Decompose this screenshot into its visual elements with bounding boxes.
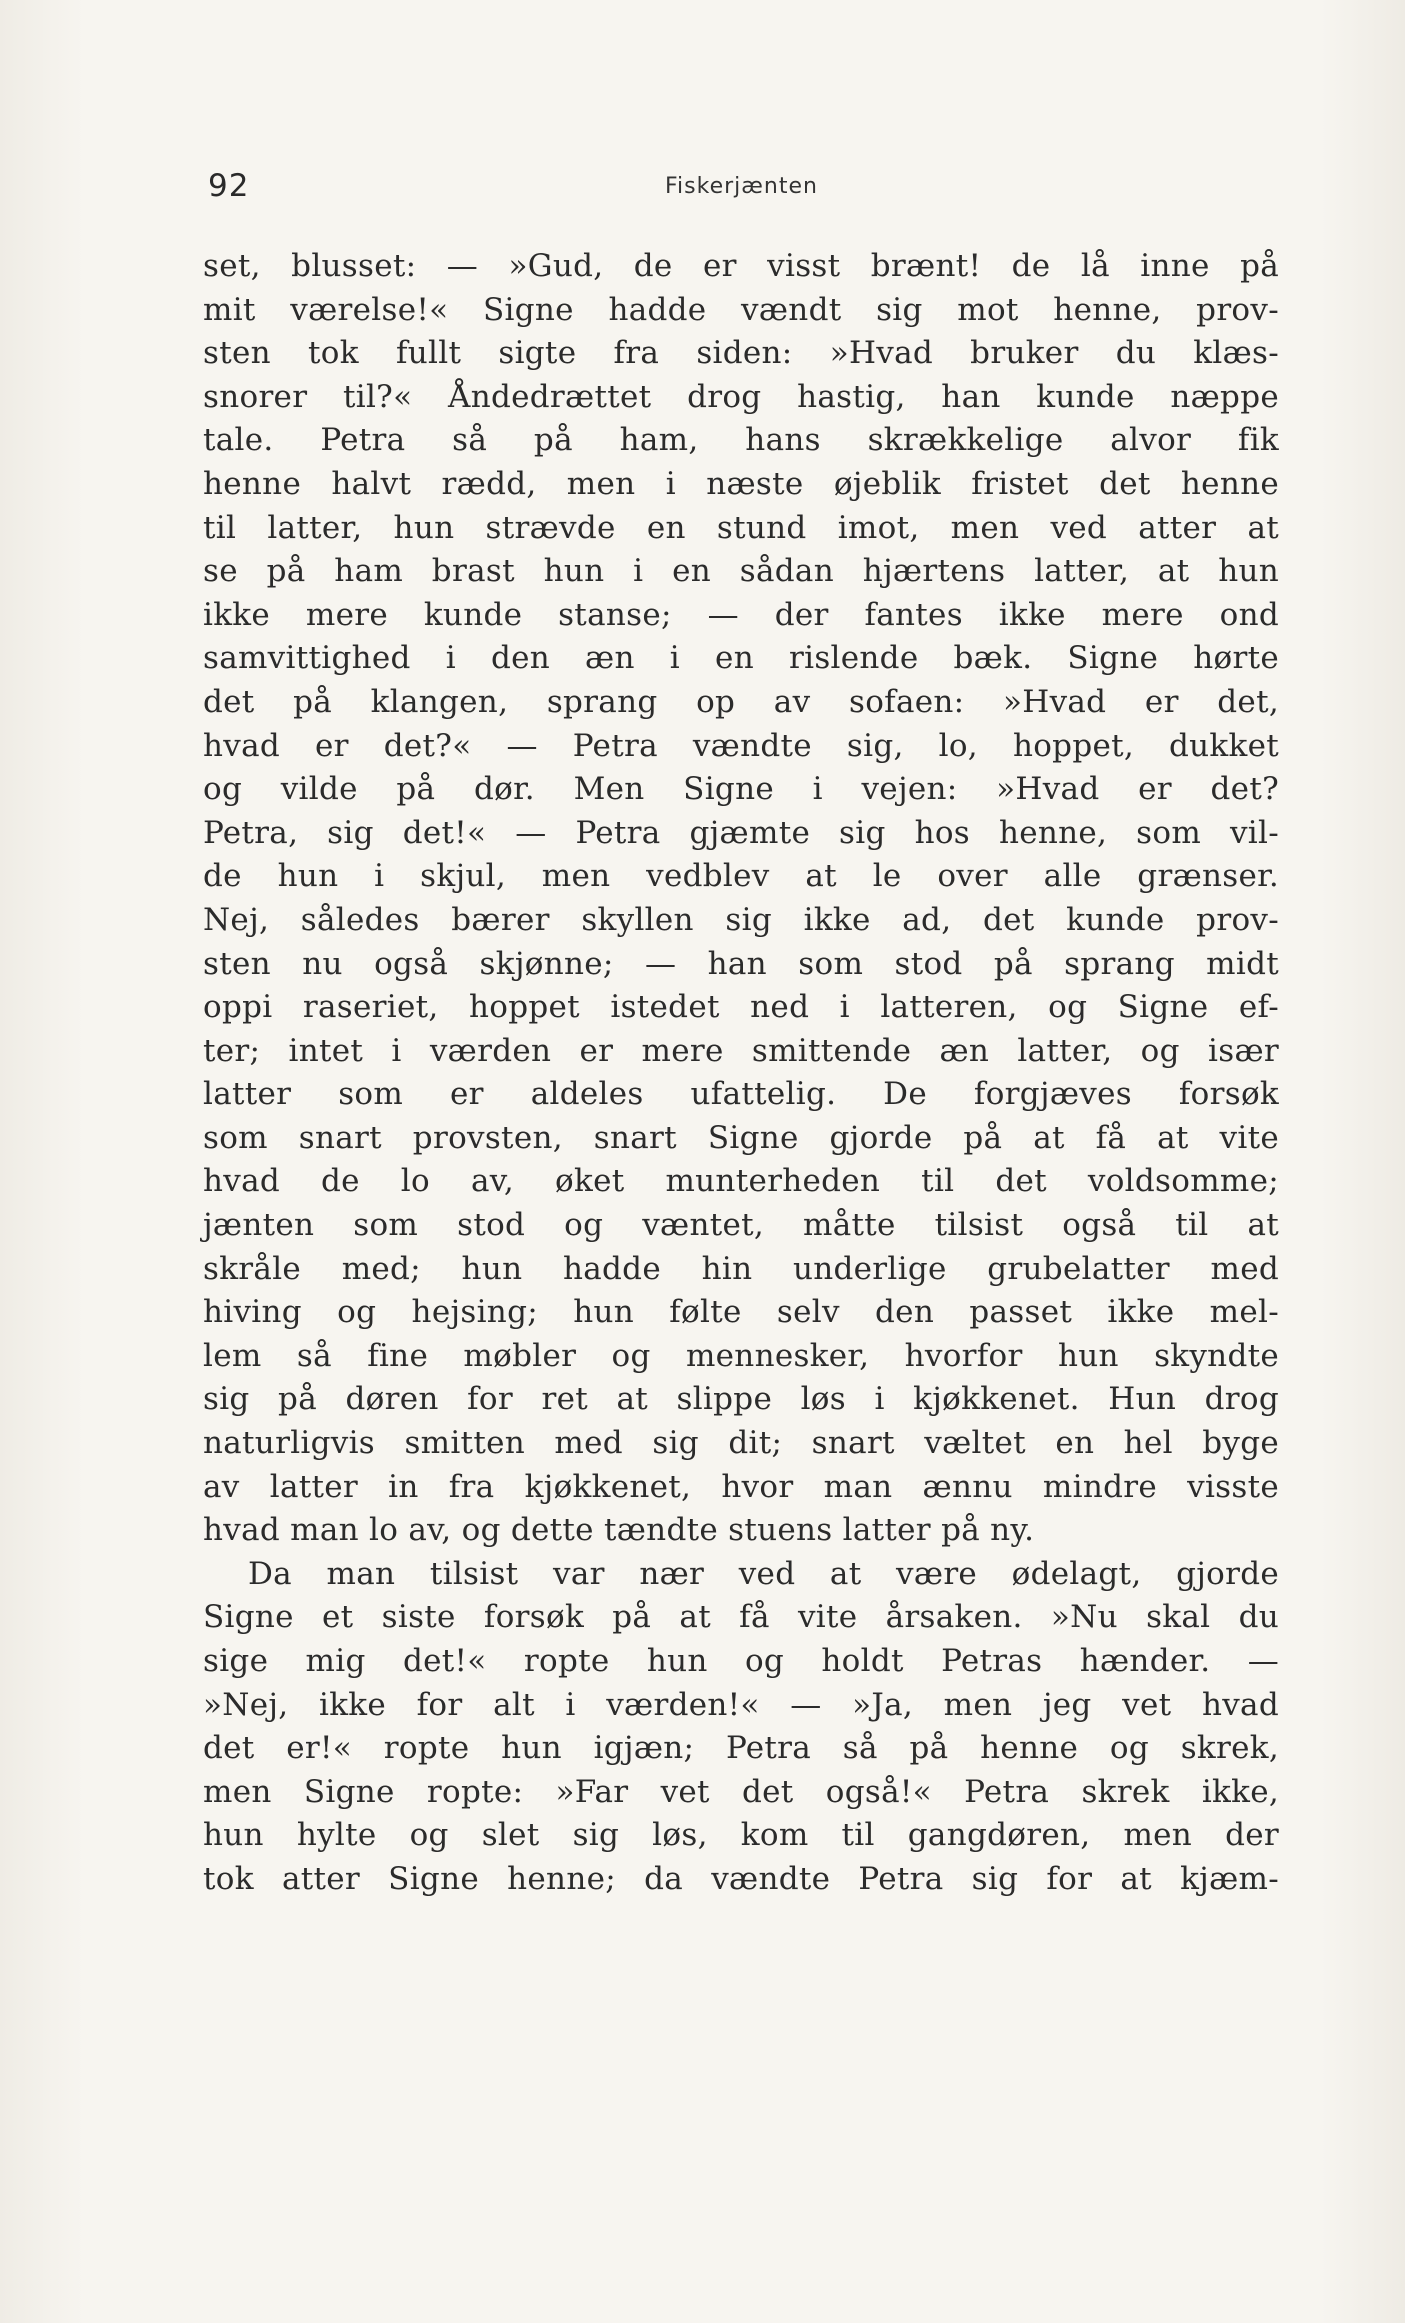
text-line: av latter in fra kjøkkenet, hvor man ænnu mindre visste [203, 1468, 1279, 1505]
text-line: sten nu også skjønne; — han som stod på sprang midt [203, 945, 1279, 982]
text-line: sten tok fullt sigte fra siden: »Hvad bruker du klæs- [203, 335, 1279, 372]
page-number: 92 [208, 168, 250, 204]
text-line: se på ham brast hun i en sådan hjærtens latter, at hun [203, 553, 1279, 590]
page-header [200, 168, 1280, 218]
text-line: latter som er aldeles ufattelig. De forgjæves forsøk [203, 1076, 1279, 1113]
text-line: som snart provsten, snart Signe gjorde på at få at vite [203, 1119, 1279, 1156]
text-line: til latter, hun strævde en stund imot, men ved atter at [203, 509, 1279, 546]
text-line: hvad er det?« — Petra vændte sig, lo, hoppet, dukket [203, 727, 1279, 764]
text-line: henne halvt rædd, men i næste øjeblik fristet det henne [203, 465, 1279, 502]
text-line: snorer til?« Åndedrættet drog hastig, han kunde næppe [203, 378, 1279, 415]
text-line: Da man tilsist var nær ved at være ødelagt, gjorde [248, 1555, 1279, 1592]
running-title: Fiskerjænten [665, 174, 818, 199]
text-line: sig på døren for ret at slippe løs i kjøkkenet. Hun drog [203, 1381, 1279, 1418]
text-line: Petra, sig det!« — Petra gjæmte sig hos henne, som vil- [203, 814, 1279, 851]
text-line: ter; intet i værden er mere smittende æn latter, og især [203, 1032, 1279, 1069]
text-line: ikke mere kunde stanse; — der fantes ikke mere ond [203, 596, 1279, 633]
text-line: lem så fine møbler og mennesker, hvorfor hun skyndte [203, 1337, 1279, 1374]
text-line: de hun i skjul, men vedblev at le over alle grænser. [203, 858, 1279, 895]
text-line: hiving og hejsing; hun følte selv den passet ikke mel- [203, 1294, 1279, 1331]
body-text [203, 245, 1279, 1902]
text-line: samvittighed i den æn i en rislende bæk. Signe hørte [203, 640, 1279, 677]
text-line: Signe et siste forsøk på at få vite årsaken. »Nu skal du [203, 1599, 1279, 1636]
text-line: jænten som stod og væntet, måtte tilsist også til at [203, 1207, 1279, 1244]
text-line: oppi raseriet, hoppet istedet ned i latteren, og Signe ef- [203, 989, 1279, 1026]
text-line: Nej, således bærer skyllen sig ikke ad, det kunde prov- [203, 901, 1279, 938]
text-line: »Nej, ikke for alt i værden!« — »Ja, men jeg vet hvad [203, 1686, 1279, 1723]
text-line: men Signe ropte: »Far vet det også!« Petra skrek ikke, [203, 1773, 1279, 1810]
text-line: naturligvis smitten med sig dit; snart væltet en hel byge [203, 1425, 1279, 1462]
text-line: hvad de lo av, øket munterheden til det voldsomme; [203, 1163, 1279, 1200]
text-line: mit værelse!« Signe hadde vændt sig mot henne, prov- [203, 291, 1279, 328]
text-line: og vilde på dør. Men Signe i vejen: »Hvad er det? [203, 771, 1279, 808]
text-line: set, blusset: — »Gud, de er visst brænt! de lå inne på [203, 248, 1279, 284]
text-line: hvad man lo av, og dette tændte stuens latter på ny. [203, 1512, 1035, 1549]
text-line: tok atter Signe henne; da vændte Petra sig for at kjæm- [203, 1860, 1279, 1897]
text-line: tale. Petra så på ham, hans skrækkelige alvor fik [203, 422, 1279, 459]
text-line: skråle med; hun hadde hin underlige grubelatter med [203, 1250, 1279, 1287]
text-line: sige mig det!« ropte hun og holdt Petras hænder. — [203, 1643, 1279, 1679]
text-line: hun hylte og slet sig løs, kom til gangdøren, men der [203, 1817, 1279, 1854]
text-line: det er!« ropte hun igjæn; Petra så på henne og skrek, [203, 1730, 1279, 1767]
text-line: det på klangen, sprang op av sofaen: »Hvad er det, [203, 683, 1279, 720]
